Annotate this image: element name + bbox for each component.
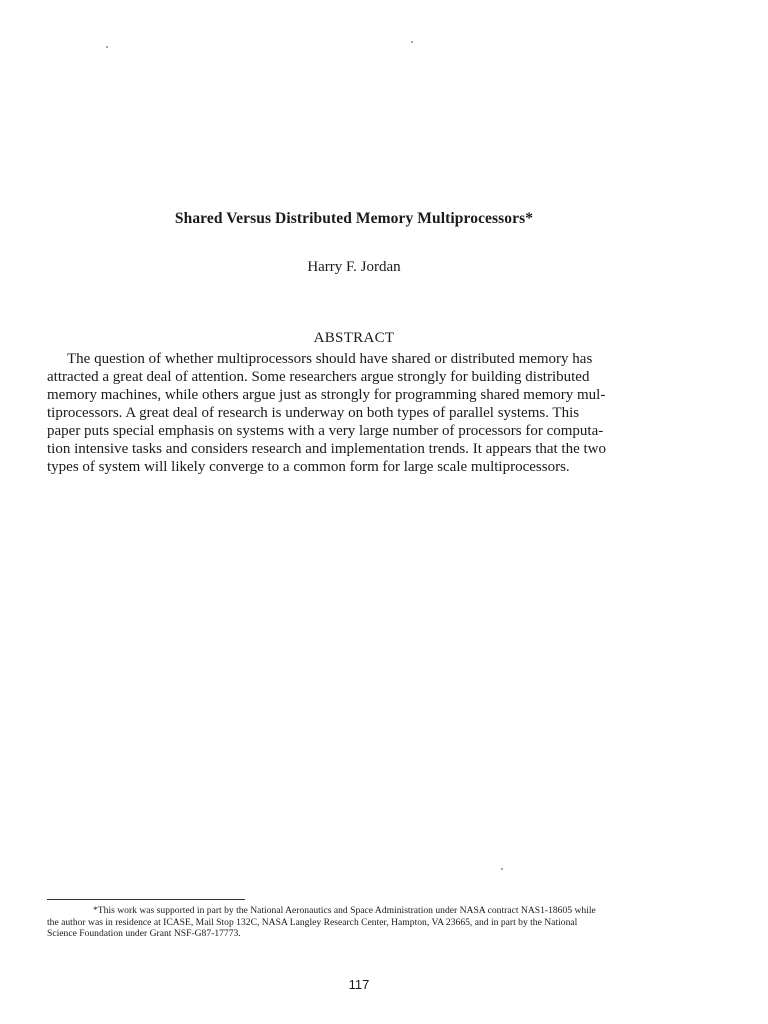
scan-speck (501, 868, 503, 870)
abstract-line: memory machines, while others argue just as strongly for programming shared memory mul- (47, 387, 606, 403)
footnote-line: the author was in residence at ICASE, Mail Stop 132C, NASA Langley Research Center, Hampton, VA 23665, and in part by the National (47, 916, 578, 928)
abstract-line: paper puts special emphasis on systems with a very large number of processors for computa- (47, 423, 604, 439)
paper-title: Shared Versus Distributed Memory Multiprocessors* (174, 210, 534, 227)
footnote-line: *This work was supported in part by the National Aeronautics and Space Administration under NASA contract NAS1-18605 while (93, 905, 596, 916)
abstract-line: tiprocessors. A great deal of research is underway on both types of parallel systems. This (47, 405, 580, 421)
abstract-line: tion intensive tasks and considers research and implementation trends. It appears that the two (47, 441, 607, 457)
scan-speck (411, 41, 413, 43)
abstract-line: The question of whether multiprocessors should have shared or distributed memory has (67, 351, 593, 367)
abstract-heading: ABSTRACT (313, 330, 395, 346)
abstract-line: attracted a great deal of attention. Some researchers argue strongly for building distributed (47, 369, 590, 385)
author-name: Harry F. Jordan (307, 259, 401, 275)
page-number: 117 (348, 977, 370, 992)
scan-speck (106, 46, 108, 48)
footnote-rule (47, 899, 245, 900)
abstract-line: types of system will likely converge to a common form for large scale multiprocessors. (47, 459, 570, 475)
footnote-line: Science Foundation under Grant NSF-G87-17773. (47, 928, 241, 939)
